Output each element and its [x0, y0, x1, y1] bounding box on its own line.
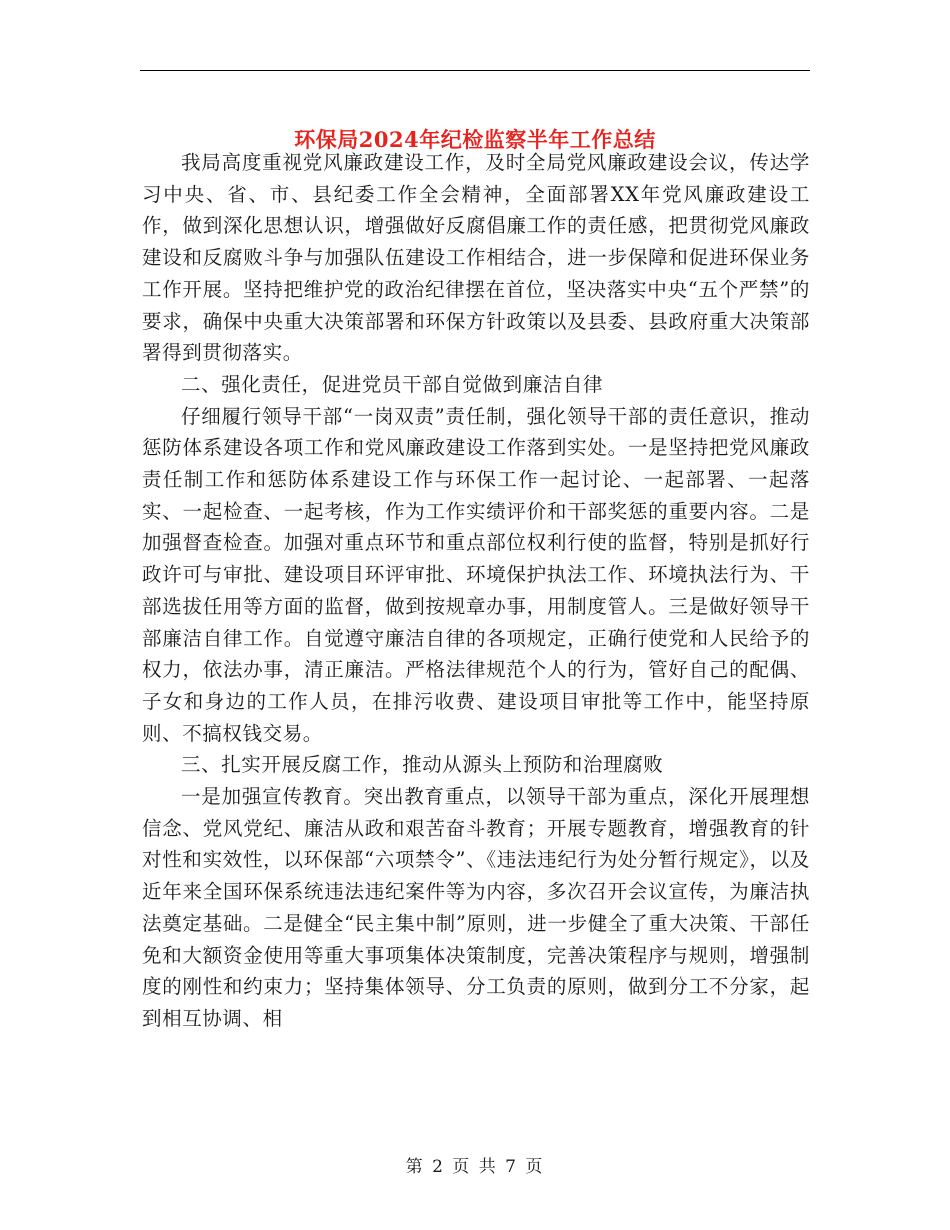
header-rule [140, 70, 810, 71]
document-body [142, 147, 810, 1035]
paragraph-section-2: 仔细履行领导干部“一岗双责”责任制，强化领导干部的责任意识，推动惩防体系建设各项工作和党风廉政建设工作落到实处。一是坚持把党风廉政责任制工作和惩防体系建设工作与环保工作一起讨论、一起部署、一起落实、一起检查、一起考核，作为工作实绩评价和干部奖惩的重要内容。二是加强督查检查。加强对重点环节和重点部位权利行使的监督，特别是抓好行政许可与审批、建设项目环评审批、环境保护执法工作、环境执法行为、干部选拔任用等方面的监督，做到按规章办事，用制度管人。三是做好领导干部廉洁自律工作。自觉遵守廉洁自律的各项规定，正确行使党和人民给予的权力，依法办事，清正廉洁。严格法律规范个人的行为，管好自己的配偶、子女和身边的工作人员，在排污收费、建设项目审批等工作中，能坚持原则、不搞权钱交易。 [142, 404, 810, 745]
paragraph-intro: 我局高度重视党风廉政建设工作，及时全局党风廉政建设会议，传达学习中央、省、市、县纪委工作全会精神，全面部署XX年党风廉政建设工作，做到深化思想认识，增强做好反腐倡廉工作的责任感，把贯彻党风廉政建设和反腐败斗争与加强队伍建设工作相结合，进一步保障和促进环保业务工作开展。坚持把维护党的政治纪律摆在首位，坚决落实中央“五个严禁”的要求，确保中央重大决策部署和环保方针政策以及县委、县政府重大决策部署得到贯彻落实。 [142, 151, 810, 365]
paragraph-section-3: 一是加强宣传教育。突出教育重点，以领导干部为重点，深化开展理想信念、党风党纪、廉洁从政和艰苦奋斗教育；开展专题教育，增强教育的针对性和实效性，以环保部“六项禁令”、《违法违纪行为处分暂行规定》，以及近年来全国环保系统违法违纪案件等为内容，多次召开会议宣传，为廉洁执法奠定基础。二是健全“民主集中制”原则，进一步健全了重大决策、干部任免和大额资金使用等重大事项集体决策制度，完善决策程序与规则，增强制度的刚性和约束力；坚持集体领导、分工负责的原则，做到分工不分家，起到相互协调、相 [142, 785, 810, 1030]
section-heading-3: 三、扎实开展反腐工作，推动从源头上预防和治理腐败 [181, 753, 664, 777]
document-title: 环保局2024年纪检监察半年工作总结 [294, 127, 656, 153]
section-heading-2: 二、强化责任，促进党员干部自觉做到廉洁自律 [181, 372, 604, 396]
page-number: 第 2 页 共 7 页 [405, 1157, 545, 1177]
